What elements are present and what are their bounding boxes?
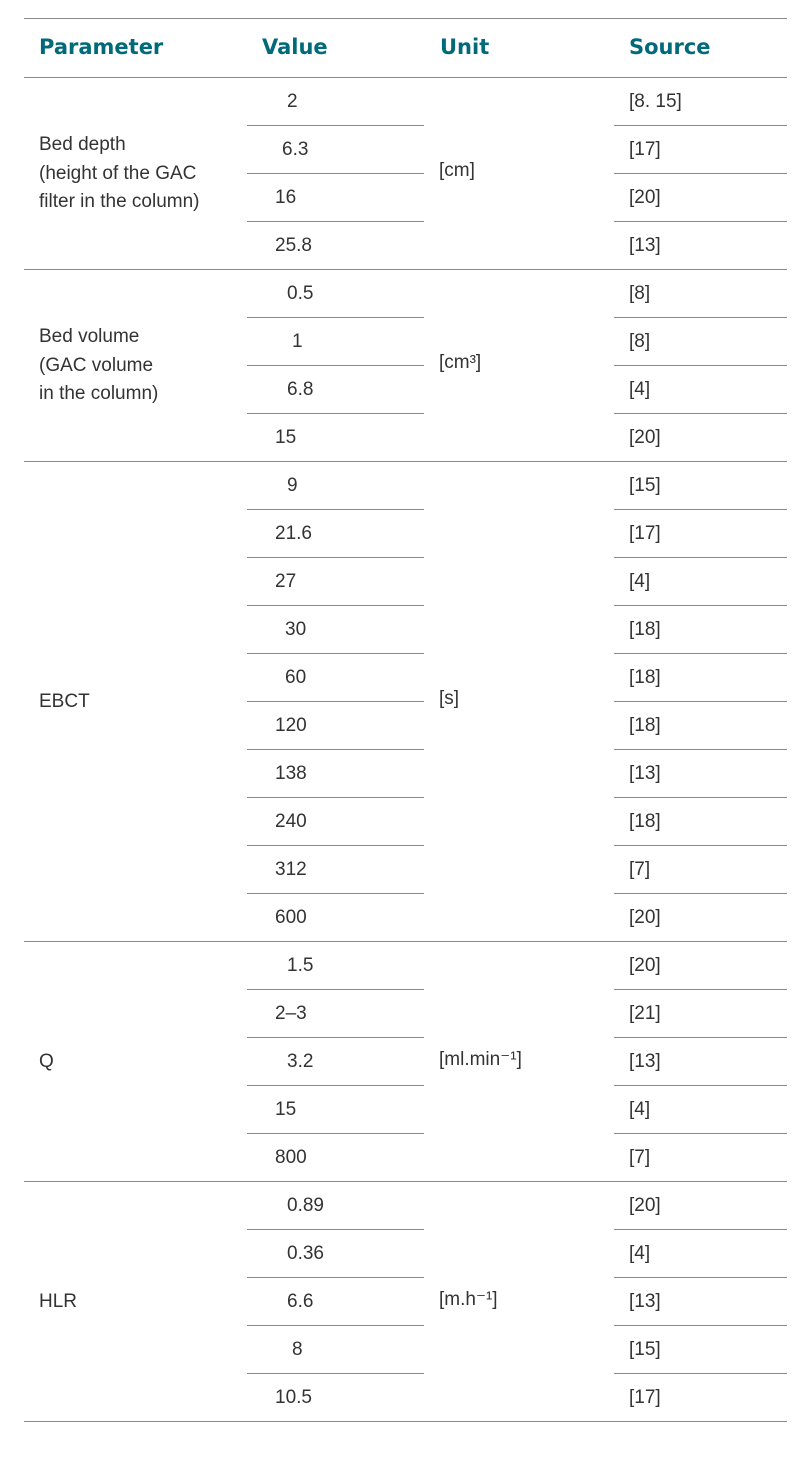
source-cell: [17] [629, 1387, 661, 1408]
source-cell: [15] [614, 1326, 787, 1374]
source-cell: [18] [614, 654, 787, 702]
parameter-cell: Bed depth (height of the GAC filter in the column) [39, 134, 200, 212]
source-cell: [20] [629, 427, 661, 448]
source-cell: [15] [614, 462, 787, 510]
source-cell: [20] [614, 1182, 787, 1230]
source-cell: [8] [614, 318, 787, 366]
value-cell: 16 [247, 174, 424, 222]
value-cell: 120 [247, 702, 424, 750]
value-cell: 2–3 [247, 990, 424, 1038]
parameter-cell: HLR [39, 1291, 78, 1312]
parameter-cell: Q [39, 1051, 54, 1072]
value-cell: 3.2 [247, 1038, 424, 1086]
source-cell: [17] [614, 510, 787, 558]
header-unit: Unit [440, 35, 490, 59]
value-cell: 800 [275, 1147, 307, 1168]
source-cell: [18] [614, 798, 787, 846]
unit-cell: [m.h⁻¹] [439, 1289, 498, 1310]
source-cell: [20] [614, 174, 787, 222]
value-cell: 27 [247, 558, 424, 606]
unit-cell: [s] [439, 688, 460, 709]
source-cell: [17] [614, 126, 787, 174]
source-cell: [13] [614, 1038, 787, 1086]
value-cell: 10.5 [275, 1387, 312, 1408]
unit-cell: [cm³] [439, 352, 482, 373]
source-cell: [20] [629, 907, 661, 928]
source-cell: [13] [614, 750, 787, 798]
source-cell: [4] [614, 366, 787, 414]
parameter-cell: EBCT [39, 691, 90, 712]
value-cell: 0.36 [247, 1230, 424, 1278]
row-group [24, 270, 787, 462]
row-group [24, 462, 787, 942]
source-cell: [8] [614, 270, 787, 318]
unit-cell: [cm] [439, 160, 475, 181]
value-cell: 60 [247, 654, 424, 702]
value-cell: 240 [247, 798, 424, 846]
value-cell: 1.5 [247, 942, 424, 990]
row-group [24, 942, 787, 1182]
source-cell: [7] [614, 846, 787, 894]
value-cell: 138 [247, 750, 424, 798]
value-cell: 0.89 [247, 1182, 424, 1230]
value-cell: 9 [247, 462, 424, 510]
value-cell: 6.8 [247, 366, 424, 414]
source-cell: [18] [614, 606, 787, 654]
source-cell: [8. 15] [614, 78, 787, 126]
table-header [24, 18, 787, 78]
row-group [24, 78, 787, 270]
source-cell: [21] [614, 990, 787, 1038]
source-cell: [4] [614, 558, 787, 606]
source-cell: [4] [614, 1230, 787, 1278]
source-cell: [13] [614, 1278, 787, 1326]
header-parameter: Parameter [39, 35, 164, 59]
unit-cell: [ml.min⁻¹] [439, 1049, 522, 1070]
row-group [24, 1182, 787, 1422]
value-cell: 1 [247, 318, 424, 366]
header-value: Value [262, 35, 328, 59]
source-cell: [4] [614, 1086, 787, 1134]
source-cell: [7] [629, 1147, 651, 1168]
value-cell: 312 [247, 846, 424, 894]
value-cell: 6.3 [247, 126, 424, 174]
source-cell: [13] [629, 235, 661, 256]
source-cell: [18] [614, 702, 787, 750]
header-source: Source [629, 35, 711, 59]
source-cell: [20] [614, 942, 787, 990]
value-cell: 25.8 [275, 235, 312, 256]
value-cell: 0.5 [247, 270, 424, 318]
value-cell: 15 [247, 1086, 424, 1134]
value-cell: 30 [247, 606, 424, 654]
value-cell: 6.6 [247, 1278, 424, 1326]
value-cell: 15 [275, 427, 297, 448]
parameter-cell: Bed volume (GAC volume in the column) [39, 326, 159, 404]
value-cell: 21.6 [247, 510, 424, 558]
value-cell: 2 [247, 78, 424, 126]
value-cell: 600 [275, 907, 307, 928]
value-cell: 8 [247, 1326, 424, 1374]
